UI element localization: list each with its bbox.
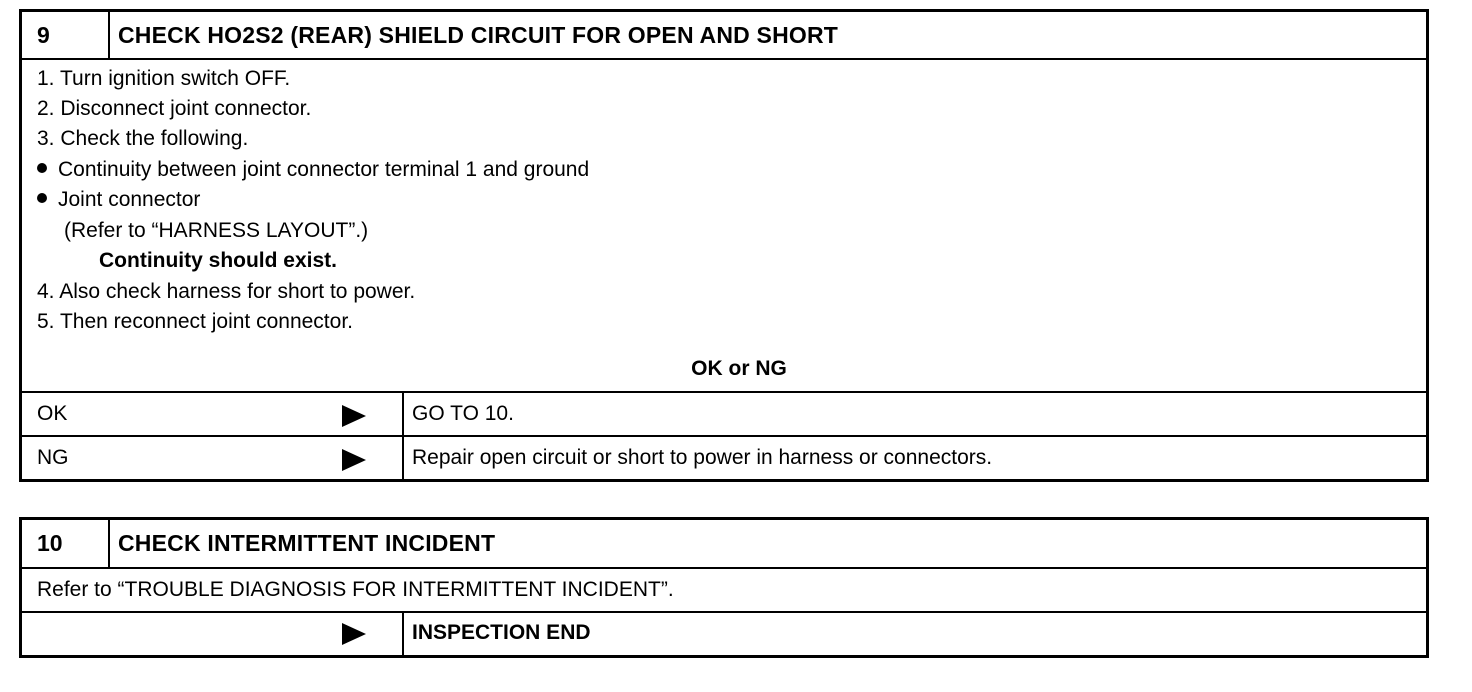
procedure-item-5: 5. Then reconnect joint connector. [37, 310, 353, 333]
step-10-title: CHECK INTERMITTENT INCIDENT [118, 530, 496, 556]
right-triangle-arrow-icon [342, 405, 366, 427]
result-condition-cell [22, 393, 404, 435]
ok-or-ng-label: OK or NG [691, 357, 787, 380]
bullet-text-joint-connector: Joint connector [58, 188, 201, 211]
bullet-dot-icon [37, 193, 47, 203]
result-action-end: INSPECTION END [412, 621, 591, 644]
step-9-table [19, 9, 1429, 482]
result-action-ng: Repair open circuit or short to power in harness or connectors. [412, 446, 993, 469]
step-10-table [19, 517, 1429, 658]
step-9-header [22, 12, 1426, 60]
procedure-item-4: 4. Also check harness for short to power. [37, 280, 416, 303]
bullet-dot-icon [37, 163, 47, 173]
result-condition-ok: OK [37, 402, 68, 425]
procedure-item-2: 2. Disconnect joint connector. [37, 97, 312, 120]
step-10-header [22, 520, 1426, 569]
refer-harness-layout: (Refer to “HARNESS LAYOUT”.) [64, 219, 369, 242]
step-10-procedure: Refer to “TROUBLE DIAGNOSIS FOR INTERMITTENT INCIDENT”. [22, 569, 1426, 613]
bullet-text-continuity: Continuity between joint connector terminal 1 and ground [58, 158, 590, 181]
procedure-item-1: 1. Turn ignition switch OFF. [37, 67, 291, 90]
procedure-item-3: 3. Check the following. [37, 127, 249, 150]
step-9-title: CHECK HO2S2 (REAR) SHIELD CIRCUIT FOR OPEN AND SHORT [118, 22, 839, 48]
result-condition-cell [22, 437, 404, 481]
result-row-ok [22, 393, 1426, 437]
step-9-procedure [22, 60, 1426, 393]
right-triangle-arrow-icon [342, 623, 366, 645]
right-triangle-arrow-icon [342, 449, 366, 471]
step-10-number: 10 [22, 520, 110, 567]
bullet-item-joint-connector [37, 185, 200, 215]
result-condition-cell [22, 613, 404, 655]
step-9-number: 9 [22, 12, 110, 58]
bullet-item-continuity [37, 155, 589, 185]
result-row-ng [22, 437, 1426, 481]
result-action-ok: GO TO 10. [412, 402, 514, 425]
expected-result: Continuity should exist. [99, 249, 338, 272]
result-row-end [22, 613, 1426, 655]
result-condition-ng: NG [37, 446, 69, 469]
